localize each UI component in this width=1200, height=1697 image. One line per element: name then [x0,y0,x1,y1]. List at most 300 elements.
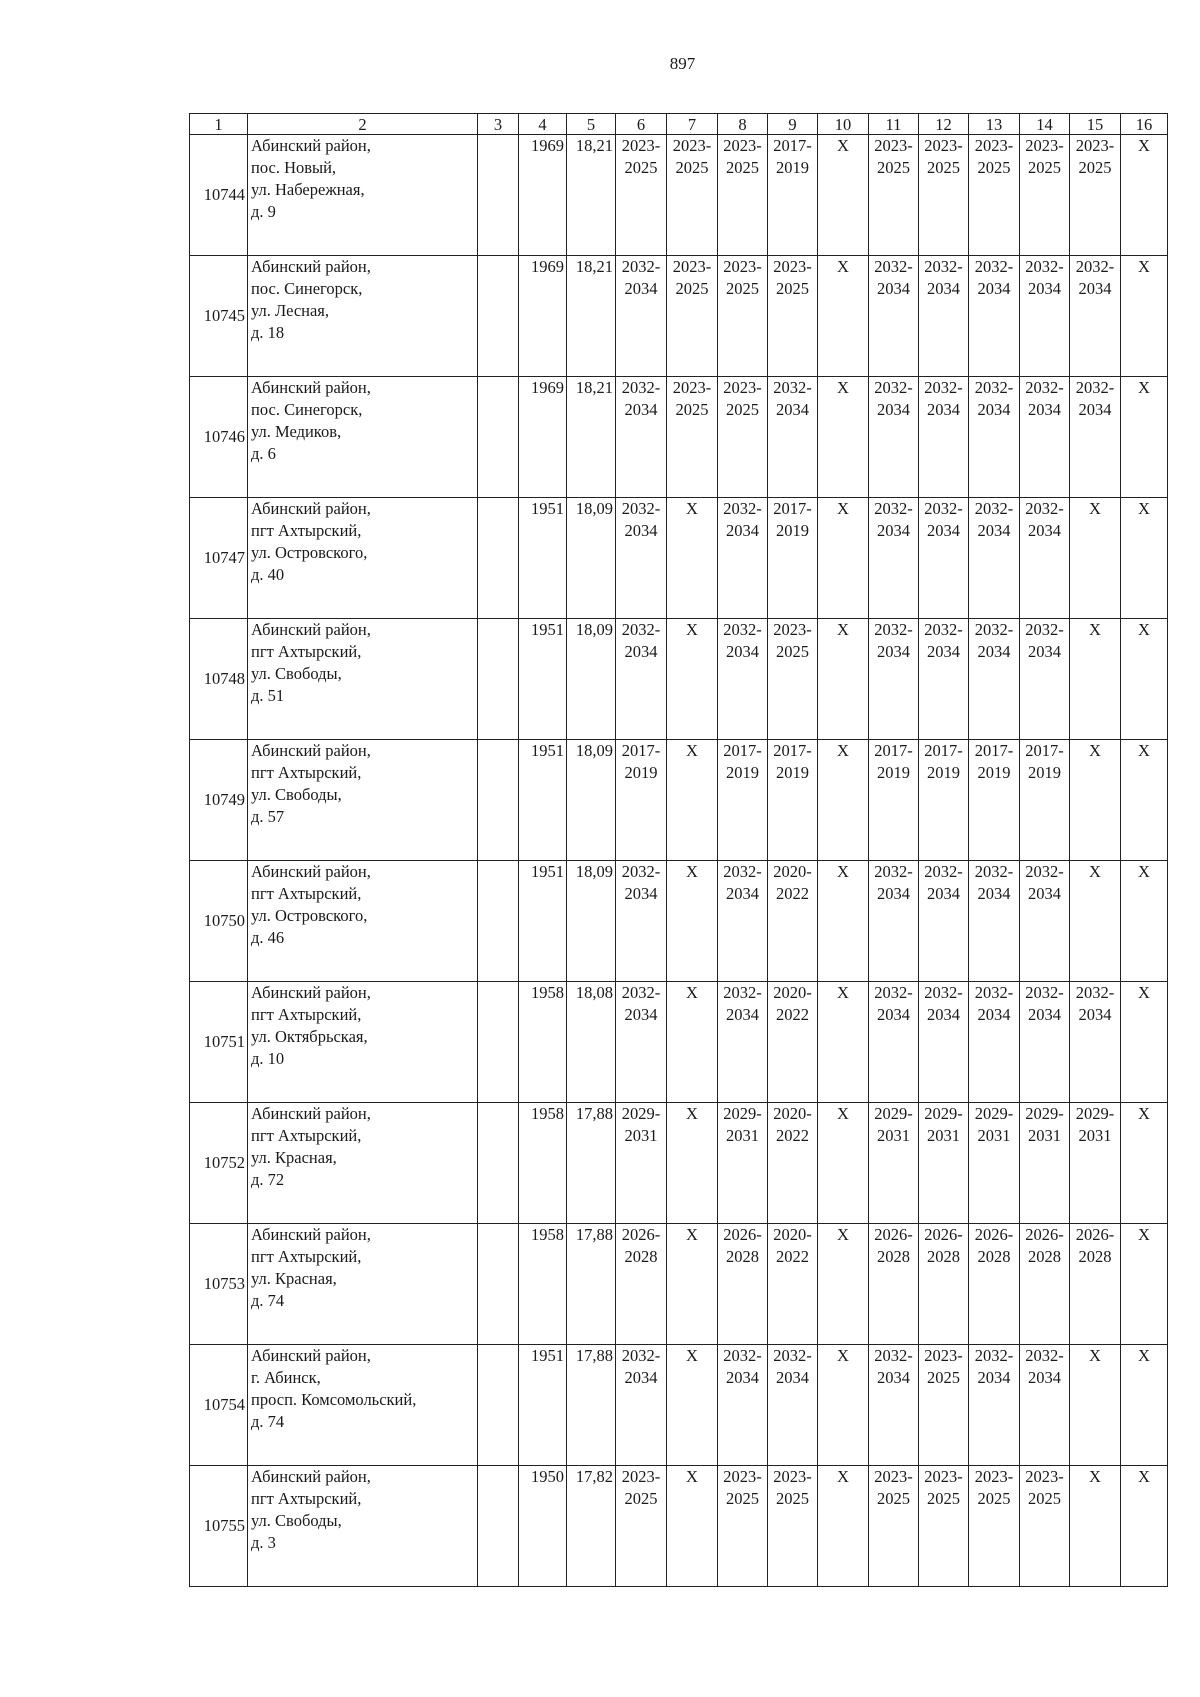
address-line: просп. Комсомольский, [251,1390,417,1409]
period-value: 2020- [773,1225,812,1244]
period-value: 2023- [1025,1467,1064,1486]
column-3-cell [478,1224,519,1345]
period-cell-col-14 [1020,498,1070,619]
address-line: д. 3 [251,1533,276,1552]
address-cell [248,1345,478,1466]
address-cell [248,498,478,619]
period-cell-col-11 [869,256,919,377]
period-value: 2032- [723,983,762,1002]
period-value: X [1138,1467,1150,1486]
period-cell-col-10 [818,1345,869,1466]
period-value: 2034 [726,521,759,540]
period-value: 2017- [723,741,762,760]
address-line: Абинский район, [251,862,371,881]
period-cell-col-12 [919,619,969,740]
period-value: 2032- [773,1346,812,1365]
year-cell: 1951 [519,498,567,619]
period-cell-col-10 [818,498,869,619]
period-cell-col-11 [869,740,919,861]
period-cell-col-14 [1020,1345,1070,1466]
period-value: 2025 [726,279,759,298]
period-value: 2032- [974,983,1014,1002]
period-value: 2034 [1078,279,1112,298]
value-cell: 18,09 [567,861,616,982]
period-cell-col-8 [718,1224,768,1345]
period-value: 2034 [1028,400,1061,419]
table-row [190,135,1168,256]
value-cell: 17,88 [567,1345,616,1466]
column-3-cell [478,377,519,498]
table-row [190,1103,1168,1224]
table-row [190,1345,1168,1466]
period-value: 2034 [624,400,658,419]
value-cell: 18,09 [567,498,616,619]
period-value: 2032- [924,862,963,881]
period-value: 2032- [621,499,661,518]
period-value: 2025 [776,642,809,661]
address-line: Абинский район, [251,1225,371,1244]
period-cell-col-9 [768,1224,818,1345]
period-cell-col-10 [818,982,869,1103]
period-value: X [686,741,698,760]
period-value: X [1138,620,1150,639]
period-value: 2026- [1025,1225,1064,1244]
record-number: 10751 [190,982,248,1103]
period-value: 2034 [877,521,910,540]
period-value: 2034 [1028,642,1061,661]
period-cell-col-7 [667,377,718,498]
column-3-cell [478,498,519,619]
record-number: 10745 [190,256,248,377]
address-line: пгт Ахтырский, [251,763,362,782]
column-header-12: 12 [919,114,969,135]
address-line: Абинский район, [251,983,371,1002]
period-cell-col-6 [616,1345,667,1466]
period-value: 2034 [726,642,759,661]
period-value: 2034 [977,400,1011,419]
period-cell-col-12 [919,740,969,861]
period-value: 2034 [624,279,658,298]
period-cell-col-16 [1121,861,1168,982]
period-cell-col-12 [919,861,969,982]
address-line: ул. Медиков, [251,422,342,441]
record-number: 10752 [190,1103,248,1224]
address-line: пгт Ахтырский, [251,1005,362,1024]
value-cell: 18,21 [567,135,616,256]
period-value: 2032- [874,499,913,518]
period-value: 2034 [624,521,658,540]
period-cell-col-9 [768,498,818,619]
period-value: X [686,1467,698,1486]
period-cell-col-9 [768,377,818,498]
period-value: 2034 [624,1005,658,1024]
period-value: 2032- [874,257,913,276]
address-line: д. 18 [251,323,285,342]
year-cell: 1969 [519,256,567,377]
period-value: X [837,378,849,397]
period-value: 2031 [1078,1126,1112,1145]
period-cell-col-10 [818,1224,869,1345]
period-cell-col-10 [818,377,869,498]
period-cell-col-6 [616,619,667,740]
period-cell-col-9 [768,1345,818,1466]
address-cell [248,861,478,982]
period-cell-col-7 [667,619,718,740]
period-value: X [686,1225,698,1244]
period-value: 2023- [874,1467,913,1486]
period-value: 2019 [624,763,658,782]
column-header-7: 7 [667,114,718,135]
period-cell-col-14 [1020,1224,1070,1345]
period-value: X [1138,499,1150,518]
period-cell-col-12 [919,1345,969,1466]
period-value: 2032- [974,862,1014,881]
period-cell-col-7 [667,498,718,619]
period-value: X [837,499,849,518]
period-value: 2034 [927,884,960,903]
period-cell-col-16 [1121,256,1168,377]
address-cell [248,1224,478,1345]
period-value: 2020- [773,862,812,881]
year-cell: 1969 [519,377,567,498]
value-cell: 18,09 [567,619,616,740]
period-cell-col-12 [919,1224,969,1345]
period-value: 2032- [621,378,661,397]
period-value: 2023- [1025,136,1064,155]
address-line: ул. Красная, [251,1148,337,1167]
column-3-cell [478,619,519,740]
period-cell-col-11 [869,377,919,498]
period-cell-col-12 [919,377,969,498]
period-cell-col-6 [616,1224,667,1345]
period-value: 2032- [1025,1346,1064,1365]
period-value: 2034 [624,1368,658,1387]
period-value: 2034 [877,1368,910,1387]
column-header-14: 14 [1020,114,1070,135]
period-cell-col-15 [1070,377,1121,498]
period-value: 2025 [1028,1489,1061,1508]
column-header-4: 4 [519,114,567,135]
period-cell-col-16 [1121,1103,1168,1224]
period-cell-col-9 [768,861,818,982]
value-cell: 18,21 [567,256,616,377]
period-value: 2034 [1028,884,1061,903]
period-value: X [837,1104,849,1123]
period-value: X [686,1346,698,1365]
period-value: 2019 [977,763,1011,782]
period-cell-col-8 [718,1466,768,1587]
period-value: 2022 [776,1247,809,1266]
period-cell-col-9 [768,982,818,1103]
period-value: 2032- [924,620,963,639]
period-cell-col-7 [667,861,718,982]
column-3-cell [478,982,519,1103]
period-value: 2028 [624,1247,658,1266]
period-cell-col-7 [667,1224,718,1345]
record-number: 10750 [190,861,248,982]
period-cell-col-15 [1070,1466,1121,1587]
period-cell-col-7 [667,1103,718,1224]
period-cell-col-8 [718,982,768,1103]
period-cell-col-11 [869,1345,919,1466]
period-cell-col-10 [818,861,869,982]
column-header-15: 15 [1070,114,1121,135]
period-cell-col-12 [919,1103,969,1224]
period-cell-col-10 [818,256,869,377]
address-line: ул. Красная, [251,1269,337,1288]
address-line: пгт Ахтырский, [251,1126,362,1145]
table-row [190,861,1168,982]
period-value: 2032- [974,257,1014,276]
period-value: 2025 [977,1489,1011,1508]
period-value: 2023- [621,1467,661,1486]
period-value: 2023- [723,1467,762,1486]
period-cell-col-15 [1070,619,1121,740]
period-value: 2023- [924,1346,963,1365]
period-cell-col-9 [768,256,818,377]
period-value: 2032- [924,257,963,276]
address-line: д. 74 [251,1412,285,1431]
period-value: 2034 [1078,1005,1112,1024]
period-value: X [837,1467,849,1486]
period-value: 2029- [874,1104,913,1123]
year-cell: 1951 [519,861,567,982]
period-cell-col-14 [1020,1103,1070,1224]
period-value: 2023- [672,378,712,397]
period-value: 2031 [726,1126,759,1145]
period-value: 2026- [621,1225,661,1244]
period-cell-col-13 [969,1466,1020,1587]
value-cell: 18,08 [567,982,616,1103]
period-value: 2025 [776,1489,809,1508]
table-body [190,135,1168,1587]
period-value: X [1138,741,1150,760]
period-value: 2025 [877,1489,910,1508]
period-value: 2025 [927,158,960,177]
period-cell-col-13 [969,256,1020,377]
period-value: 2032- [1025,378,1064,397]
table-row [190,1466,1168,1587]
period-value: 2023- [924,136,963,155]
address-cell [248,377,478,498]
table-row [190,740,1168,861]
record-number: 10748 [190,619,248,740]
period-value: 2023- [874,136,913,155]
period-cell-col-14 [1020,1466,1070,1587]
period-value: X [837,257,849,276]
period-value: X [1138,378,1150,397]
column-header-6: 6 [616,114,667,135]
period-cell-col-8 [718,256,768,377]
address-line: Абинский район, [251,1104,371,1123]
year-cell: 1958 [519,1103,567,1224]
period-value: 2022 [776,1126,809,1145]
period-value: 2019 [726,763,759,782]
period-value: 2034 [726,884,759,903]
period-cell-col-13 [969,861,1020,982]
period-value: 2032- [874,1346,913,1365]
period-value: 2019 [927,763,960,782]
column-header-5: 5 [567,114,616,135]
period-value: 2029- [974,1104,1014,1123]
period-cell-col-6 [616,1466,667,1587]
page-number: 897 [669,54,696,73]
period-value: 2034 [624,642,658,661]
period-value: 2034 [927,521,960,540]
address-cell [248,1103,478,1224]
period-value: 2023- [924,1467,963,1486]
period-value: 2032- [621,1346,661,1365]
period-value: 2023- [723,257,762,276]
period-cell-col-15 [1070,256,1121,377]
period-value: 2034 [977,521,1011,540]
period-value: 2023- [672,257,712,276]
record-number: 10754 [190,1345,248,1466]
period-value: X [1089,1467,1101,1486]
period-cell-col-7 [667,256,718,377]
address-line: Абинский район, [251,1467,371,1486]
period-cell-col-13 [969,377,1020,498]
address-line: ул. Лесная, [251,301,330,320]
period-value: 2032- [1025,499,1064,518]
period-cell-col-10 [818,135,869,256]
address-line: Абинский район, [251,620,371,639]
period-value: 2032- [1075,983,1115,1002]
period-value: X [837,1346,849,1365]
period-value: X [837,862,849,881]
period-cell-col-10 [818,1103,869,1224]
period-value: X [1138,983,1150,1002]
record-number: 10746 [190,377,248,498]
period-value: 2031 [624,1126,658,1145]
period-value: 2025 [927,1368,960,1387]
period-cell-col-15 [1070,135,1121,256]
period-value: 2017- [1025,741,1064,760]
period-value: 2017- [874,741,913,760]
address-line: пгт Ахтырский, [251,1489,362,1508]
table-row [190,377,1168,498]
address-line: ул. Свободы, [251,785,342,804]
period-value: 2034 [877,1005,910,1024]
column-header-8: 8 [718,114,768,135]
period-value: 2017- [621,741,661,760]
year-cell: 1958 [519,1224,567,1345]
address-cell [248,1466,478,1587]
address-line: Абинский район, [251,136,371,155]
period-cell-col-10 [818,740,869,861]
period-cell-col-14 [1020,619,1070,740]
period-value: 2031 [1028,1126,1061,1145]
period-value: 2020- [773,1104,812,1123]
period-cell-col-13 [969,135,1020,256]
period-cell-col-13 [969,1345,1020,1466]
table-row [190,1224,1168,1345]
period-cell-col-13 [969,619,1020,740]
period-value: 2029- [1025,1104,1064,1123]
period-cell-col-6 [616,256,667,377]
period-cell-col-15 [1070,861,1121,982]
period-value: 2032- [723,1346,762,1365]
period-value: 2034 [927,279,960,298]
year-cell: 1950 [519,1466,567,1587]
period-cell-col-16 [1121,982,1168,1103]
period-value: 2032- [1075,378,1115,397]
period-cell-col-12 [919,982,969,1103]
address-line: пгт Ахтырский, [251,642,362,661]
period-value: 2029- [723,1104,762,1123]
period-cell-col-7 [667,1466,718,1587]
period-value: 2034 [1028,521,1061,540]
address-line: ул. Островского, [251,543,368,562]
period-value: 2023- [773,1467,812,1486]
period-value: 2034 [877,400,910,419]
period-cell-col-13 [969,498,1020,619]
period-value: 2034 [927,642,960,661]
period-value: 2032- [924,378,963,397]
period-value: 2028 [726,1247,759,1266]
period-value: 2023- [974,1467,1014,1486]
column-header-16: 16 [1121,114,1168,135]
period-value: 2026- [723,1225,762,1244]
period-value: 2032- [773,378,812,397]
period-cell-col-16 [1121,498,1168,619]
period-cell-col-15 [1070,982,1121,1103]
period-value: X [686,983,698,1002]
period-value: X [1138,1225,1150,1244]
period-value: 2023- [723,378,762,397]
period-cell-col-15 [1070,740,1121,861]
period-cell-col-16 [1121,1466,1168,1587]
period-value: 2032- [621,257,661,276]
column-3-cell [478,135,519,256]
period-value: 2017- [773,741,812,760]
period-cell-col-16 [1121,1345,1168,1466]
period-value: 2034 [977,1368,1011,1387]
period-value: X [1138,1346,1150,1365]
period-cell-col-10 [818,1466,869,1587]
period-cell-col-6 [616,861,667,982]
period-value: 2032- [874,862,913,881]
period-cell-col-10 [818,619,869,740]
column-3-cell [478,1466,519,1587]
period-value: 2028 [877,1247,910,1266]
period-value: X [686,862,698,881]
period-cell-col-9 [768,740,818,861]
period-value: 2031 [927,1126,960,1145]
period-value: 2034 [624,884,658,903]
period-value: 2019 [776,158,809,177]
column-3-cell [478,861,519,982]
column-header-11: 11 [869,114,919,135]
period-value: 2032- [924,499,963,518]
period-value: X [686,1104,698,1123]
value-cell: 18,09 [567,740,616,861]
period-value: X [686,499,698,518]
address-line: Абинский район, [251,499,371,518]
period-value: X [1138,257,1150,276]
column-header-13: 13 [969,114,1020,135]
period-cell-col-13 [969,740,1020,861]
period-value: 2022 [776,1005,809,1024]
address-line: пгт Ахтырский, [251,884,362,903]
period-value: 2034 [1028,1005,1061,1024]
period-value: 2032- [974,378,1014,397]
period-cell-col-13 [969,1103,1020,1224]
period-value: 2031 [877,1126,910,1145]
period-value: 2032- [874,378,913,397]
record-number: 10755 [190,1466,248,1587]
period-value: 2034 [977,642,1011,661]
